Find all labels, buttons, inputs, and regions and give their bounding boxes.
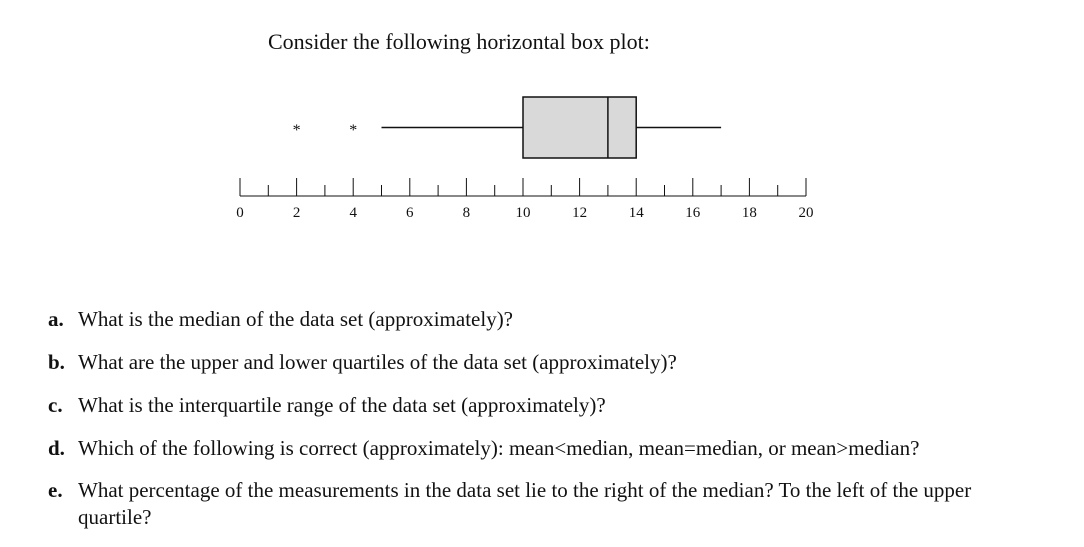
tick-label: 16: [685, 205, 701, 221]
box-plot: [0, 0, 1084, 240]
prompt-text: Consider the following horizontal box plot:: [268, 29, 650, 54]
question-text: What are the upper and lower quartiles of the data set (approximately)?: [78, 350, 677, 374]
question-text: Which of the following is correct (approximately): mean<median, mean=median, or mean>median?: [78, 436, 920, 460]
question-list: [48, 306, 1048, 547]
question-b: [48, 349, 1048, 376]
question-d: [48, 435, 1048, 462]
tick-label: 2: [292, 205, 301, 221]
tick-label: 6: [406, 205, 414, 221]
question-text: What percentage of the measurements in the data set lie to the right of the median? To the left of the upper quartile?: [78, 478, 972, 529]
question-text: What is the interquartile range of the data set (approximately)?: [78, 393, 606, 417]
question-letter: a.: [48, 307, 64, 331]
question-letter: d.: [48, 436, 65, 460]
question-a: [48, 306, 1048, 333]
tick-label: 0: [236, 205, 244, 221]
question-text: What is the median of the data set (approximately)?: [78, 307, 514, 331]
question-letter: e.: [48, 478, 63, 502]
iqr-box: [523, 97, 636, 158]
question-letter: b.: [48, 350, 65, 374]
question-letter: c.: [48, 393, 63, 417]
tick-label: 18: [741, 205, 757, 221]
outlier-point: *: [349, 122, 358, 139]
outlier-point: *: [292, 122, 301, 139]
question-c: [48, 392, 1048, 419]
question-e: [48, 477, 1048, 531]
tick-label: 20: [798, 205, 814, 221]
tick-label: 14: [628, 205, 644, 221]
tick-label: 12: [572, 205, 588, 221]
tick-label: 4: [349, 205, 357, 221]
tick-label: 8: [462, 205, 471, 221]
tick-label: 10: [515, 205, 531, 221]
